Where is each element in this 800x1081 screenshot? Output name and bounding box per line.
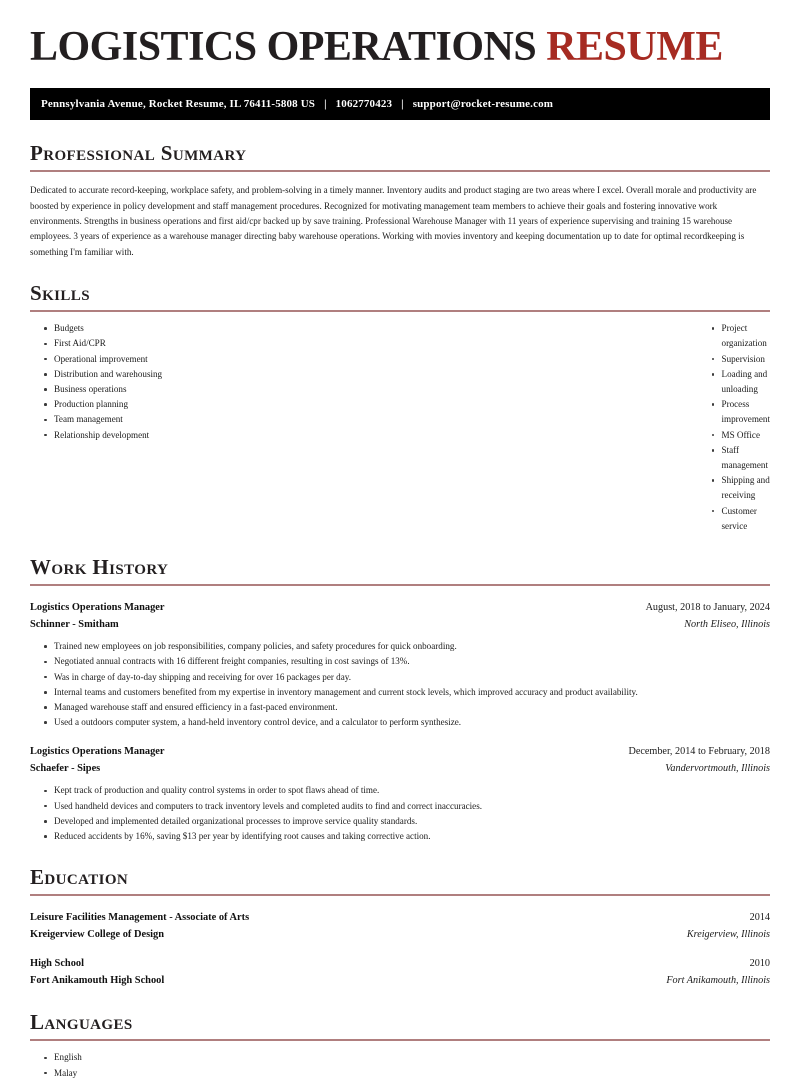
section-divider-skills xyxy=(30,310,770,312)
skill-item: Staff management xyxy=(698,443,770,473)
section-professional-summary xyxy=(30,142,770,260)
job-responsibility-item: Reduced accidents by 16%, saving $13 per year by identifying root causes and taking corrective action. xyxy=(30,829,770,844)
skill-item: Business operations xyxy=(30,382,348,397)
skill-item: Supervision xyxy=(698,352,770,367)
work-history-entry xyxy=(30,599,770,730)
skill-item: Relationship development xyxy=(30,428,348,443)
entry-row xyxy=(30,616,770,633)
section-divider-education xyxy=(30,894,770,896)
contact-bar xyxy=(30,88,770,120)
skills-list-left xyxy=(30,321,348,443)
skill-item: Process improvement xyxy=(698,397,770,427)
job-company: Schaefer - Sipes xyxy=(30,763,101,775)
resume-title xyxy=(30,0,770,71)
language-item: English xyxy=(30,1050,770,1065)
skill-item: First Aid/CPR xyxy=(30,336,348,351)
skill-item: Operational improvement xyxy=(30,352,348,367)
skills-column-right xyxy=(348,321,770,534)
job-responsibility-item: Managed warehouse staff and ensured efficiency in a fast-paced environment. xyxy=(30,700,770,715)
languages-list xyxy=(30,1050,770,1080)
entry-row xyxy=(30,972,770,989)
section-heading-summary: Professional Summary xyxy=(30,141,247,166)
work-history-entry xyxy=(30,743,770,844)
work-history-entries xyxy=(30,599,770,844)
summary-text: Dedicated to accurate record-keeping, workplace safety, and problem-solving in a timely manner. Inventory audits and product staging are two areas where I excel. Overall morale and productivity are boosted by experience in policy development and staff management procedures. Recognized for motivating management team members to achieve their goals and fostering innovative work environments. Strengths in business operations and first aid/cpr backed up by save training. Professional Warehouse Manager with 11 years of experience supervising and training 15 warehouse employees. 3 years of experience as a warehouse manager directing baby warehouse operations. Working with movies inventory and keeping documentation up to date for optimal recordkeeping is something I'm familiar with. xyxy=(30,185,757,257)
resume-title-main: LOGISTICS OPERATIONS xyxy=(30,24,537,70)
section-work-history xyxy=(30,556,770,844)
job-dates: August, 2018 to January, 2024 xyxy=(645,602,770,614)
education-entry xyxy=(30,909,770,943)
language-item: Malay xyxy=(30,1066,770,1081)
job-responsibility-list xyxy=(30,783,770,844)
entry-row xyxy=(30,599,770,616)
job-dates: December, 2014 to February, 2018 xyxy=(628,746,770,758)
contact-address: Pennsylvania Avenue, Rocket Resume, IL 76411-5808 US xyxy=(41,98,316,111)
section-education xyxy=(30,866,770,989)
job-responsibility-item: Kept track of production and quality control systems in order to spot flaws ahead of time. xyxy=(30,783,770,798)
skill-item: Shipping and receiving xyxy=(698,473,770,503)
job-responsibility-item: Developed and implemented detailed organizational processes to improve service quality standards. xyxy=(30,814,770,829)
job-location: North Eliseo, Illinois xyxy=(684,619,770,631)
job-responsibility-item: Negotiated annual contracts with 16 different freight companies, resulting in cost savings of 13%. xyxy=(30,654,770,669)
education-year: 2010 xyxy=(749,958,770,970)
section-heading-languages: Languages xyxy=(30,1010,133,1035)
entry-row xyxy=(30,909,770,926)
education-entry xyxy=(30,955,770,989)
contact-line xyxy=(41,98,553,110)
education-school: Fort Anikamouth High School xyxy=(30,975,165,987)
skills-grid xyxy=(30,321,770,534)
skill-item: Project organization xyxy=(698,321,770,351)
job-responsibility-item: Was in charge of day-to-day shipping and receiving for over 16 packages per day. xyxy=(30,670,770,685)
contact-email[interactable]: support@rocket-resume.com xyxy=(412,98,554,111)
education-school: Kreigerview College of Design xyxy=(30,929,164,941)
job-location: Vandervortmouth, Illinois xyxy=(665,763,770,775)
contact-phone: 1062770423 xyxy=(335,98,393,111)
entry-row xyxy=(30,760,770,777)
job-responsibility-list xyxy=(30,639,770,730)
entry-row xyxy=(30,926,770,943)
job-title: Logistics Operations Manager xyxy=(30,746,165,758)
resume-title-accent: RESUME xyxy=(546,24,723,70)
section-languages xyxy=(30,1011,770,1081)
education-location: Kreigerview, Illinois xyxy=(686,929,770,941)
skills-column-left xyxy=(30,321,348,534)
skill-item: Team management xyxy=(30,412,348,427)
skills-list-right xyxy=(698,321,770,534)
job-responsibility-item: Used a outdoors computer system, a hand-held inventory control device, and a calculator to perform synthesize. xyxy=(30,715,770,730)
section-divider-languages xyxy=(30,1039,770,1041)
section-divider-summary xyxy=(30,170,770,172)
education-year: 2014 xyxy=(749,912,770,924)
education-location: Fort Anikamouth, Illinois xyxy=(666,975,770,987)
job-responsibility-item: Internal teams and customers benefited from my expertise in inventory management and current stock levels, which improved accuracy and product availability. xyxy=(30,685,770,700)
contact-separator-1: | xyxy=(324,98,327,111)
education-degree: High School xyxy=(30,958,84,970)
section-heading-skills: Skills xyxy=(30,281,90,306)
skill-item: MS Office xyxy=(698,428,770,443)
job-title: Logistics Operations Manager xyxy=(30,602,165,614)
section-heading-work-history: Work History xyxy=(30,555,169,580)
skill-item: Distribution and warehousing xyxy=(30,367,348,382)
education-degree: Leisure Facilities Management - Associate of Arts xyxy=(30,912,250,924)
entry-row xyxy=(30,743,770,760)
section-divider-work-history xyxy=(30,584,770,586)
skill-item: Budgets xyxy=(30,321,348,336)
entry-row xyxy=(30,955,770,972)
job-responsibility-item: Trained new employees on job responsibilities, company policies, and safety procedures for quick onboarding. xyxy=(30,639,770,654)
skill-item: Customer service xyxy=(698,504,770,534)
job-responsibility-item: Used handheld devices and computers to track inventory levels and completed audits to find and correct inaccuracies. xyxy=(30,799,770,814)
section-heading-education: Education xyxy=(30,865,129,890)
skill-item: Loading and unloading xyxy=(698,367,770,397)
section-skills xyxy=(30,282,770,534)
contact-separator-2: | xyxy=(401,98,404,111)
education-entries xyxy=(30,909,770,989)
job-company: Schinner - Smitham xyxy=(30,619,119,631)
skill-item: Production planning xyxy=(30,397,348,412)
